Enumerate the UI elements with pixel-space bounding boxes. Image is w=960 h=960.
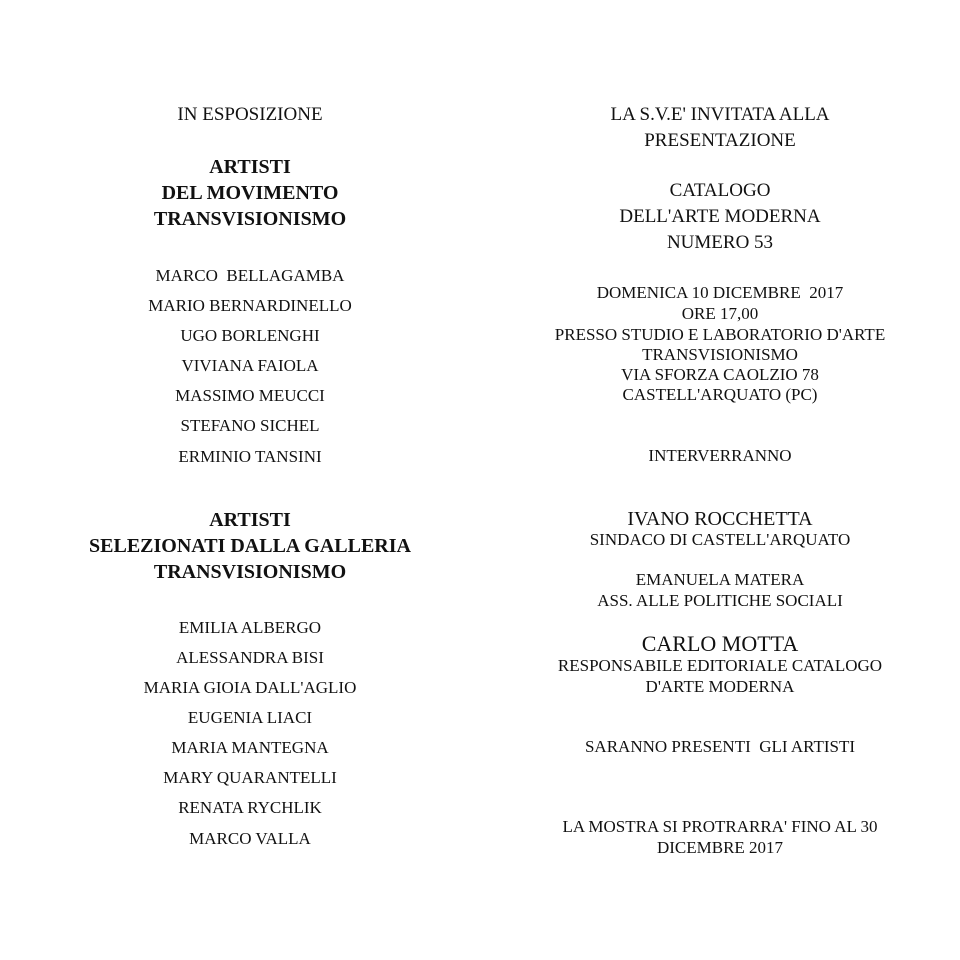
artist-name: MARY QUARANTELLI [163, 768, 337, 787]
artist-name: ERMINIO TANSINI [178, 447, 322, 466]
artist-name: EUGENIA LIACI [187, 708, 313, 727]
artist-name: UGO BORLENGHI [180, 326, 320, 345]
speaker-name: EMANUELA MATERA [635, 570, 805, 589]
invite-line: PRESENTAZIONE [644, 130, 796, 151]
event-venue: PRESSO STUDIO E LABORATORIO D'ARTE [554, 325, 886, 344]
group2-heading-line: ARTISTI [209, 509, 291, 531]
speakers-label: INTERVERRANNO [648, 446, 792, 465]
event-venue: TRANSVISIONISMO [642, 345, 798, 364]
event-address: VIA SFORZA CAOLZIO 78 [621, 365, 819, 384]
group1-heading-line: DEL MOVIMENTO [161, 182, 339, 204]
catalog-title-line: DELL'ARTE MODERNA [619, 206, 821, 227]
artist-name: ALESSANDRA BISI [176, 648, 324, 667]
speaker-name: IVANO ROCCHETTA [627, 508, 813, 530]
catalog-title-line: NUMERO 53 [666, 232, 774, 253]
event-time: ORE 17,00 [681, 304, 759, 323]
speaker-name: CARLO MOTTA [641, 631, 799, 656]
artists-present-note: SARANNO PRESENTI GLI ARTISTI [584, 737, 856, 756]
closing-note: DICEMBRE 2017 [656, 838, 784, 857]
event-date: DOMENICA 10 DICEMBRE 2017 [596, 283, 844, 302]
artist-name: VIVIANA FAIOLA [181, 356, 319, 375]
artist-name: EMILIA ALBERGO [178, 618, 322, 637]
artist-name: MARIO BERNARDINELLO [148, 296, 352, 315]
artist-name: MARIA GIOIA DALL'AGLIO [143, 678, 357, 697]
group2-heading-line: TRANSVISIONISMO [153, 561, 347, 583]
invite-line: LA S.V.E' INVITATA ALLA [610, 104, 830, 125]
exhibition-intro: IN ESPOSIZIONE [177, 104, 323, 125]
group2-heading-line: SELEZIONATI DALLA GALLERIA [89, 535, 411, 557]
speaker-role: D'ARTE MODERNA [645, 677, 795, 696]
speaker-role: ASS. ALLE POLITICHE SOCIALI [597, 591, 843, 610]
artist-name: MARIA MANTEGNA [171, 738, 329, 757]
speaker-role: RESPONSABILE EDITORIALE CATALOGO [557, 656, 883, 675]
speaker-role: SINDACO DI CASTELL'ARQUATO [589, 530, 851, 549]
group1-heading-line: TRANSVISIONISMO [153, 208, 347, 230]
artist-name: MASSIMO MEUCCI [175, 386, 325, 405]
artist-name: MARCO BELLAGAMBA [155, 266, 345, 285]
event-city: CASTELL'ARQUATO (PC) [622, 385, 818, 404]
closing-note: LA MOSTRA SI PROTRARRA' FINO AL 30 [562, 817, 878, 836]
catalog-title-line: CATALOGO [669, 180, 771, 201]
group1-heading-line: ARTISTI [209, 156, 291, 178]
artist-name: STEFANO SICHEL [180, 416, 320, 435]
artist-name: RENATA RYCHLIK [178, 798, 322, 817]
artist-name: MARCO VALLA [189, 829, 311, 848]
